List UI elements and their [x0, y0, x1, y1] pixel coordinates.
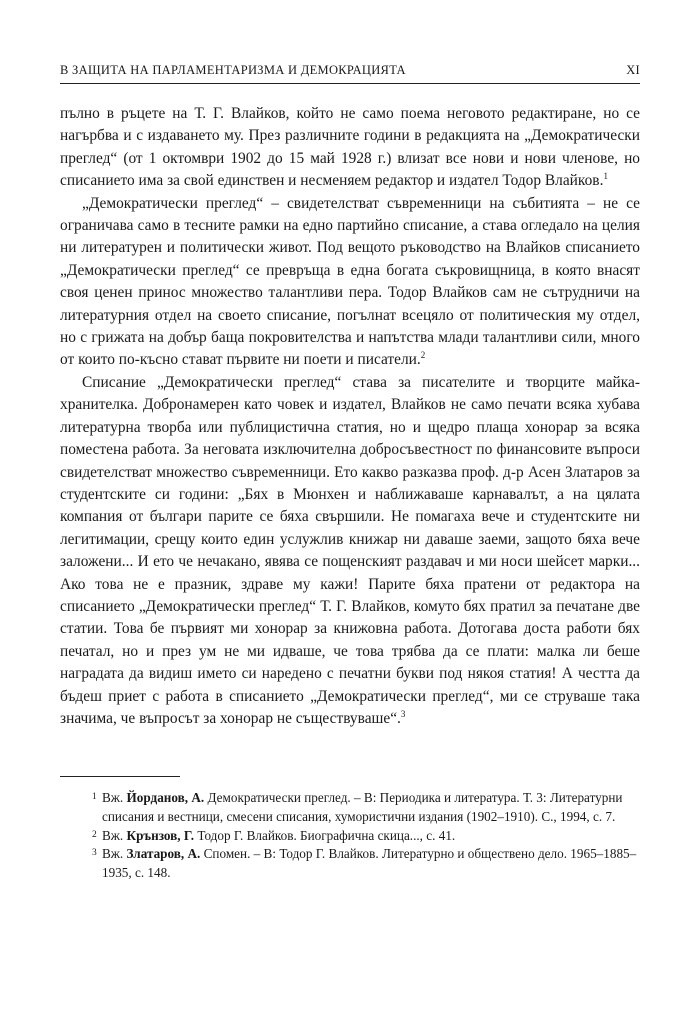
footnote-text: [102, 789, 640, 826]
footnote-author: Крънзов, Г.: [126, 827, 195, 843]
paragraph-text: пълно в ръцете на Т. Г. Влайков, който не само поема неговото редактиране, но се нагърбва и с издаването му. През различните години в редакцията на „Демократически преглед“ (от 1 октомври 1902 до 15 май 1928 г.) влизат все нови и нови членове, но списанието има за свой единствен и несменяем редактор и издател Тодор Влайков.: [60, 105, 640, 190]
footnotes: [60, 789, 640, 882]
running-head: [60, 62, 640, 84]
footnote-3: [60, 845, 640, 882]
footnote-prefix: Вж.: [102, 790, 127, 806]
footnote-prefix: Вж.: [102, 827, 127, 843]
footnote-number: 3: [92, 848, 97, 859]
footnote-text: [102, 845, 640, 882]
paragraph-3: [60, 372, 640, 731]
footnote-citation: Демократически преглед. – В: Периодика и литература. Т. 3: Литературни списания и вестници, смесени списания, хумористични издания (1902–1910). С., 1994, с. 7.: [102, 790, 623, 824]
footnote-1: [60, 789, 640, 826]
footnote-ref: 3: [400, 708, 406, 719]
footnote-author: Златаров, А.: [126, 846, 201, 862]
paragraph-1: [60, 103, 640, 193]
footnote-citation: Спомен. – В: Тодор Г. Влайков. Литературно и обществено дело. 1965–1885–1935, с. 148.: [102, 846, 637, 880]
page-number: XI: [626, 63, 640, 77]
book-page: [60, 62, 640, 882]
footnote-2: [60, 827, 640, 846]
footnote-number: 2: [92, 829, 97, 840]
running-head-title: В ЗАЩИТА НА ПАРЛАМЕНТАРИЗМА И ДЕМОКРАЦИЯТА: [60, 63, 406, 77]
footnote-citation: Тодор Г. Влайков. Биографична скица..., с. 41.: [194, 827, 456, 843]
paragraph-text: Списание „Демократически преглед“ става за писателите и творците майка-хранителка. Добронамерен като човек и издател, Влайков не само печати всяка хубава литературна творба или публицистична статия, но и щедро плаща хонорар за всяка поместена работа. За неговата изключителна добросъвестност по финансовите въпроси свидетелстват множество съвременници. Ето какво разказва проф. д-р Асен Златаров за студентските си години: „Бях в Мюнхен и наближаваше карнавалът, а на цялата компания от българи парите се бяха свършили. Не помагаха вече и студентските ни легитимации, срещу които един услужлив книжар ни даваше заеми, защото бяха вече заложени... И ето че нечакано, явява се пощенският раздавач и ми носи шейсет марки... Ако това не е празник, здраве му кажи! Парите бяха пратени от редактора на списанието „Демократически преглед“ Т. Г. Влайков, комуто бях пратил за печатане две статии. Това бе първият ми хонорар за книжовна работа. Дотогава доста работи бях печатал, но и през ум не ми идваше, че това трябва да се плати: малка ли беше наградата да видиш името си наредено с печатни букви под някоя статия! А честта да бъдеш приет с работа в списанието „Демократически преглед“, ми се струваше така значима, че въпросът за хонорар не съществуваше“.: [60, 373, 640, 727]
footnote-ref: 1: [603, 171, 608, 182]
paragraph-text: „Демократически преглед“ – свидетелстват съвременници на събитията – не се ограничава само в тесните рамки на едно партийно списание, а става огледало на целия ни литературен и политически живот. Под вещото ръководство на Влайков списанието „Демократически преглед“ се превръща в една богата съкровищница, в която внасят своя ценен принос множество талантливи пера. Тодор Влайков сам не сътрудничи на литературния отдел на своето списание, погълнат всецяло от политическия му отдел, но с грижата на добър баща покровителства и напътства млади талантливи сили, много от които по-късно стават първите ни поети и писатели.: [60, 194, 640, 369]
footnote-number: 1: [92, 792, 97, 803]
footnote-text: [102, 827, 640, 846]
footnote-author: Йорданов, А.: [126, 790, 205, 806]
footnote-prefix: Вж.: [102, 846, 127, 862]
body-text: [60, 103, 640, 730]
paragraph-2: [60, 193, 640, 372]
footnote-separator: [60, 776, 180, 777]
footnote-ref: 2: [420, 350, 426, 361]
